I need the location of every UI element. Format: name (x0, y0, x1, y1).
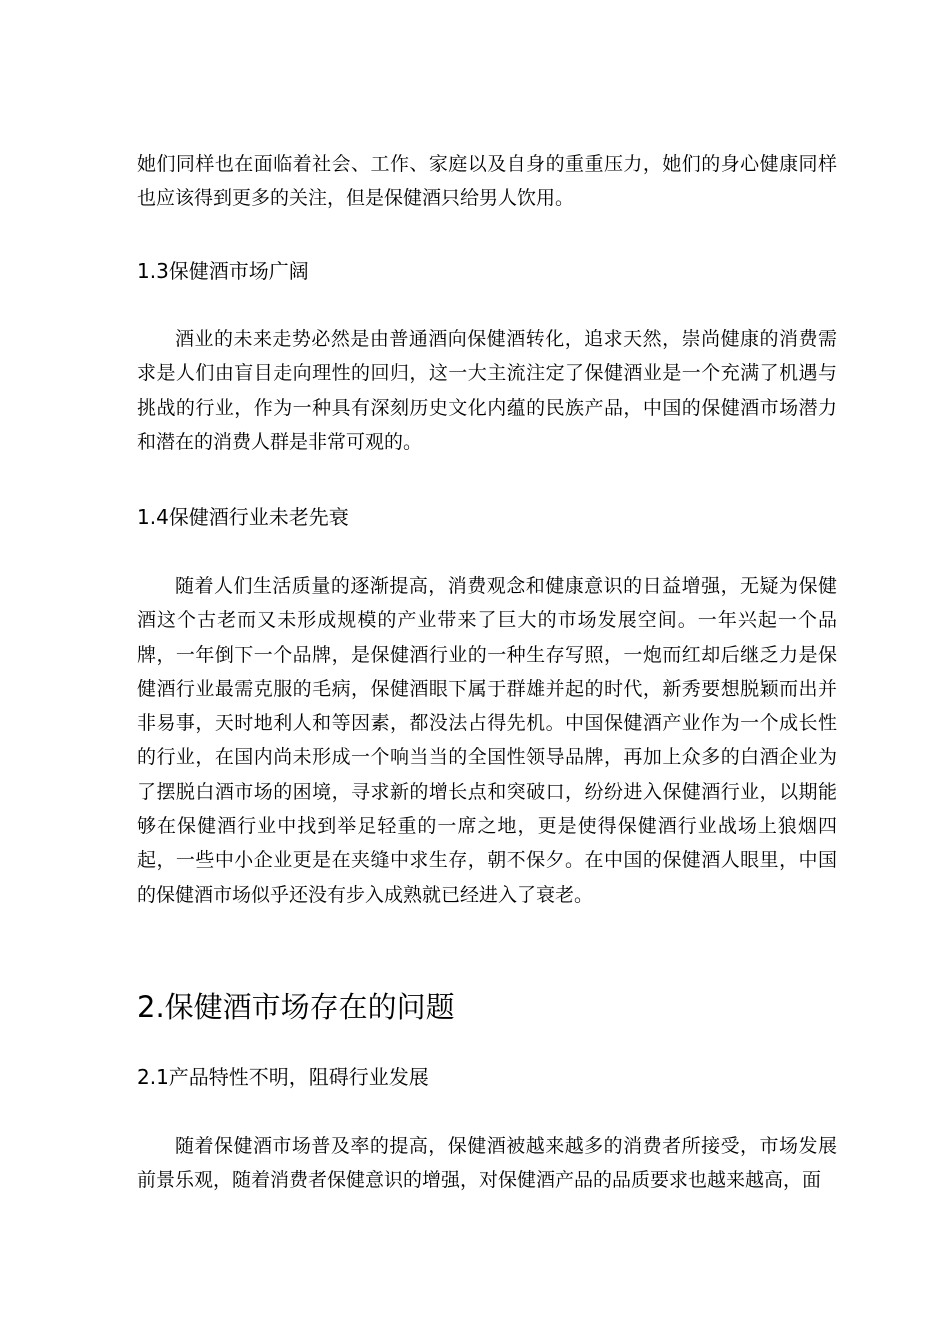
section-1-4-paragraph: 随着人们生活质量的逐渐提高，消费观念和健康意识的日益增强，无疑为保健酒这个古老而又未形成规模的产业带来了巨大的市场发展空间。一年兴起一个品牌，一年倒下一个品牌，是保健酒行业的一种生存写照，一炮而红却后继乏力是保健酒行业最需克服的毛病，保健酒眼下属于群雄并起的时代，新秀要想脱颖而出并非易事，天时地利人和等因素，都没法占得先机。中国保健酒产业作为一个成长性的行业，在国内尚未形成一个响当当的全国性领导品牌，再加上众多的白酒企业为了摆脱白酒市场的困境，寻求新的增长点和突破口，纷纷进入保健酒行业，以期能够在保健酒行业中找到举足轻重的一席之地，更是使得保健酒行业战场上狼烟四起，一些中小企业更是在夹缝中求生存，朝不保夕。在中国的保健酒人眼里，中国的保健酒市场似乎还没有步入成熟就已经进入了衰老。 (137, 575, 837, 906)
section-2-1-paragraph: 随着保健酒市场普及率的提高，保健酒被越来越多的消费者所接受，市场发展前景乐观，随着消费者保健意识的增强，对保健酒产品的品质要求也越来越高，面 (137, 1135, 837, 1192)
section-heading-2-1: 2.1产品特性不明，阻碍行业发展 (137, 1065, 429, 1089)
chapter-heading-2: 2.保健酒市场存在的问题 (137, 990, 455, 1024)
intro-paragraph: 她们同样也在面临着社会、工作、家庭以及自身的重重压力，她们的身心健康同样也应该得到更多的关注，但是保健酒只给男人饮用。 (137, 153, 837, 210)
section-heading-1-3: 1.3保健酒市场广阔 (137, 259, 309, 283)
section-heading-1-4: 1.4保健酒行业未老先衰 (137, 505, 349, 529)
section-1-3-paragraph: 酒业的未来走势必然是由普通酒向保健酒转化，追求天然，崇尚健康的消费需求是人们由盲目走向理性的回归，这一大主流注定了保健酒业是一个充满了机遇与挑战的行业，作为一种具有深刻历史文化内蕴的民族产品，中国的保健酒市场潜力和潜在的消费人群是非常可观的。 (137, 328, 837, 453)
